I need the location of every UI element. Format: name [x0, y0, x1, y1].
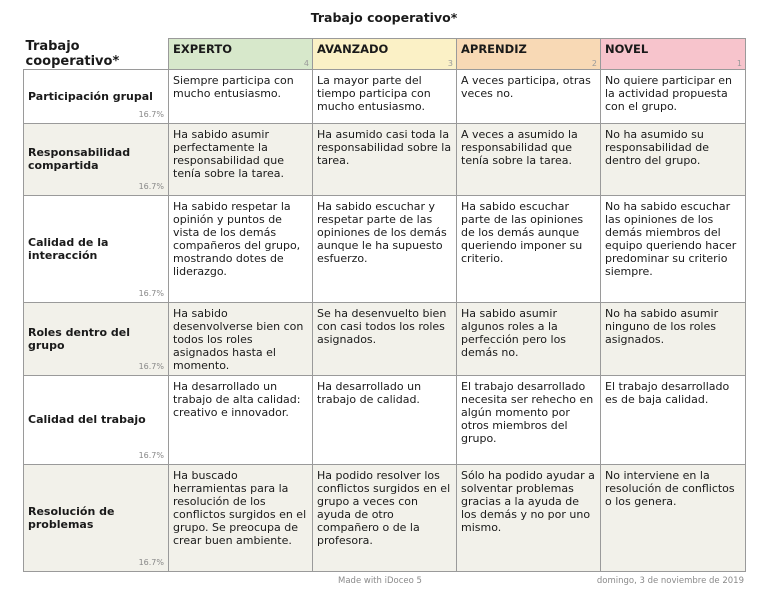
descriptor-cell: La mayor parte del tiempo participa con mucho entusiasmo.	[313, 69, 457, 123]
criterion-name-cell	[24, 375, 169, 464]
rubric-table	[23, 38, 746, 572]
criterion-weight: 16.7%	[138, 181, 164, 191]
descriptor-cell: Siempre participa con mucho entusiasmo.	[169, 69, 313, 123]
criterion-row-participacion	[24, 69, 746, 123]
criterion-row-interaccion	[24, 195, 746, 302]
level-header-aprendiz	[457, 39, 601, 70]
descriptor-cell: No quiere participar en la actividad propuesta con el grupo.	[601, 69, 746, 123]
descriptor-cell: A veces participa, otras veces no.	[457, 69, 601, 123]
level-number: 4	[303, 58, 309, 68]
level-number: 2	[591, 58, 597, 68]
criterion-name: Calidad del trabajo	[28, 413, 146, 426]
criterion-name-cell	[24, 123, 169, 195]
criterion-name-cell	[24, 69, 169, 123]
level-number: 3	[447, 58, 453, 68]
criterion-row-roles	[24, 302, 746, 375]
criterion-weight: 16.7%	[138, 288, 164, 298]
criterion-name-cell	[24, 195, 169, 302]
descriptor-cell: Sólo ha podido ayudar a solventar problemas gracias a la ayuda de los demás y no por uno mismo.	[457, 464, 601, 571]
descriptor-cell: Ha buscado herramientas para la resolución de los conflictos surgidos en el grupo. Se preocupa de crear buen ambiente.	[169, 464, 313, 571]
criterion-name-cell	[24, 302, 169, 375]
level-header-avanzado	[313, 39, 457, 70]
descriptor-cell: Ha sabido asumir algunos roles a la perfección pero los demás no.	[457, 302, 601, 375]
descriptor-cell: No ha asumido su responsabilidad de dentro del grupo.	[601, 123, 746, 195]
descriptor-cell: No interviene en la resolución de conflictos o los genera.	[601, 464, 746, 571]
criterion-row-resolucion	[24, 464, 746, 571]
descriptor-cell: El trabajo desarrollado necesita ser rehecho en algún momento por otros miembros del grupo.	[457, 375, 601, 464]
descriptor-cell: Ha sabido desenvolverse bien con todos los roles asignados hasta el momento.	[169, 302, 313, 375]
descriptor-cell: Ha sabido asumir perfectamente la responsabilidad que tenía sobre la tarea.	[169, 123, 313, 195]
criterion-name: Calidad de la interacción	[28, 235, 109, 262]
descriptor-cell: No ha sabido escuchar las opiniones de los demás miembros del equipo queriendo hacer predominar su criterio siempre.	[601, 195, 746, 302]
criterion-name-cell	[24, 464, 169, 571]
criterion-weight: 16.7%	[138, 361, 164, 371]
footer-date: domingo, 3 de noviembre de 2019	[596, 576, 744, 586]
level-header-novel	[601, 39, 746, 70]
descriptor-cell: Se ha desenvuelto bien con casi todos los roles asignados.	[313, 302, 457, 375]
level-label: EXPERTO	[173, 42, 232, 56]
criterion-weight: 16.7%	[138, 109, 164, 119]
criterion-weight: 16.7%	[138, 557, 164, 567]
criterion-name: Roles dentro del grupo	[28, 325, 130, 352]
descriptor-cell: A veces a asumido la responsabilidad que tenía sobre la tarea.	[457, 123, 601, 195]
footer-made-with: Made with iDoceo 5	[338, 576, 422, 586]
descriptor-cell: El trabajo desarrollado es de baja calidad.	[601, 375, 746, 464]
level-number: 1	[736, 58, 742, 68]
descriptor-cell: Ha asumido casi toda la responsabilidad sobre la tarea.	[313, 123, 457, 195]
document-title: Trabajo cooperativo*	[310, 10, 458, 25]
descriptor-cell: Ha desarrollado un trabajo de calidad.	[313, 375, 457, 464]
descriptor-cell: Ha sabido respetar la opinión y puntos de vista de los demás compañeros del grupo, mostrando dotes de liderazgo.	[169, 195, 313, 302]
criterion-weight: 16.7%	[138, 450, 164, 460]
criterion-name: Participación grupal	[28, 89, 153, 103]
descriptor-cell: Ha desarrollado un trabajo de alta calidad: creativo e innovador.	[169, 375, 313, 464]
criterion-name: Responsabilidad compartida	[28, 146, 131, 172]
level-label: AVANZADO	[317, 42, 389, 56]
criterion-row-responsabilidad	[24, 123, 746, 195]
descriptor-cell: Ha podido resolver los conflictos surgidos en el grupo a veces con ayuda de otro compañero o de la profesora.	[313, 464, 457, 571]
criterion-name: Resolución de problemas	[28, 504, 115, 531]
level-header-experto	[169, 39, 313, 70]
criterion-row-calidad-trabajo	[24, 375, 746, 464]
level-label: NOVEL	[605, 42, 649, 56]
levels-header-row	[24, 39, 746, 70]
rubric-corner-label: Trabajo cooperativo*	[24, 39, 169, 70]
descriptor-cell: Ha sabido escuchar parte de las opiniones de los demás aunque queriendo imponer su criterio.	[457, 195, 601, 302]
descriptor-cell: Ha sabido escuchar y respetar parte de las opiniones de los demás aunque le ha supuesto esfuerzo.	[313, 195, 457, 302]
level-label: APRENDIZ	[461, 42, 527, 56]
descriptor-cell: No ha sabido asumir ninguno de los roles asignados.	[601, 302, 746, 375]
